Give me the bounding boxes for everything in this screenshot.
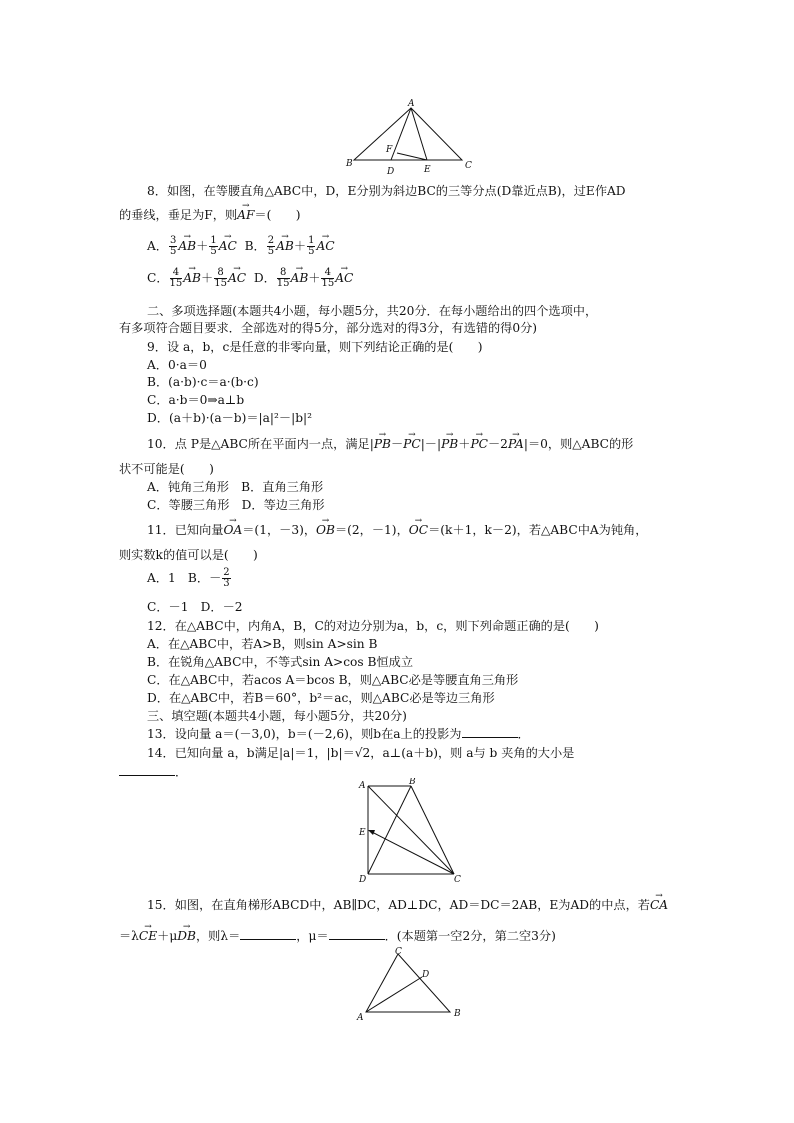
q8-opt-d-vec1: → AB [291,270,309,286]
q10-options-cd: C．等腰三角形 D．等边三角形 [147,498,325,512]
label-A: A [357,1013,364,1023]
q9-option-c: C．a·b＝0⇒a⊥b [147,393,245,407]
q8-opt-c-vec2: → AC [228,270,246,286]
q8-opt-c-label: C． [147,271,169,285]
q10-line2: 状不可能是( ) [119,462,214,476]
q10-vec-pb: → PB [374,436,391,452]
section3-heading: 三、填空题(本题共4小题，每小题5分，共20分) [147,709,407,723]
q9-option-a: A．0·a＝0 [147,358,207,372]
q11-fraction: $\frac{2}{3}$ [223,567,230,589]
q15-lambda-blank[interactable] [240,929,296,940]
q14-answer-blank[interactable] [119,765,175,776]
q11-vec-oa: → OA [223,522,242,538]
q8-vector-af: → AF [237,207,254,223]
q8-opt-d-frac1: $\frac{8}{15}$ [276,267,290,289]
q8-opt-a-frac2: $\frac{1}{5}$ [210,235,217,257]
label-F: F [386,145,393,155]
q9-option-b: B．(a·b)·c＝a·(b·c) [147,375,259,389]
q11-line1: 11．已知向量→ OA＝(1，－3)，→ OB＝(2，－1)，→ OC＝(k＋1，k－2)，若△ABC中A为钝角， [147,522,647,538]
q8-text2: 的垂线，垂足为F，则 [119,208,238,222]
label-E: E [424,165,431,175]
q15-vec-ce: → CE [139,928,157,944]
q15-vec-ca: → CA [650,897,668,913]
label-D: D [359,875,367,884]
label-C: C [454,875,461,884]
q12-stem: 12．在△ABC中，内角A，B，C的对边分别为a，b，c，则下列命题正确的是( ) [147,619,599,633]
label-B: B [454,1009,461,1019]
q14-line1: 14．已知向量 a，b满足|a|＝1，|b|＝√2，a⊥(a＋b)，则 a与 b 夹角的大小是 [147,746,575,760]
q15-line1: 15．如图，在直角梯形ABCD中，AB∥DC，AD⊥DC，AD＝DC＝2AB，E为AD的中点，若→ CA [147,897,668,913]
q10-line1: 10．点 P是△ABC所在平面内一点，满足|→ PB－→ PC|－|→ PB＋→ PC－2→ PA|＝0，则△ABC的形 [147,436,633,452]
q12-option-b: B．在锐角△ABC中，不等式sin A>cos B恒成立 [147,655,414,669]
q15-vec-db: → DB [177,928,196,944]
q8-opt-b-label: B． [244,239,266,253]
q14-line2: ． [119,764,187,780]
q12-option-d: D．在△ABC中，若B＝60°，b²＝ac，则△ABC必是等边三角形 [147,691,495,705]
q11-vec-oc: → OC [409,522,428,538]
figure-trapezoid-abcd [356,778,468,884]
q10-vec-pa: → PA [508,436,524,452]
label-B: B [409,778,416,787]
q10-vec-pb2: → PB [441,436,458,452]
label-D: D [387,167,395,177]
q10-vec-pc: → PC [403,436,421,452]
label-B: B [346,159,353,169]
q13-answer-blank[interactable] [462,727,518,738]
q8-opt-d-frac2: $\frac{4}{15}$ [321,267,335,289]
q15-line2: ＝λ→ CE＋μ→ DB，则λ＝ ，μ＝ ．(本题第一空2分，第二空3分) [119,928,556,944]
figure-triangle-abcd [354,946,472,1024]
q8-line2 [119,207,301,223]
q8-opt-b-vec2: → AC [316,238,334,254]
section2-heading-line2: 有多项符合题目要求．全部选对的得5分，部分选对的得3分，有选错的得0分) [119,321,538,335]
q11-options-cd: C．－1 D．－2 [147,600,243,614]
q12-option-a: A．在△ABC中，若A>B，则sin A>sin B [147,637,378,651]
q13-line: 13．设向量 a＝(－3,0)，b＝(－2,6)，则b在a上的投影为 ． [147,727,530,741]
q12-option-c: C．在△ABC中，若acos A＝bcos B，则△ABC必是等腰直角三角形 [147,673,519,687]
q8-opt-a-vec2: → AC [219,238,237,254]
q8-text1: ．如图，在等腰直角△ABC中，D，E分别为斜边BC的三等分点(D靠近点B)，过E作AD [154,184,626,198]
q8-opt-c-frac1: $\frac{4}{15}$ [169,267,183,289]
label-C: C [395,947,402,957]
q8-options-cd: C． $\frac{4}{15}$ → AB＋ $\frac{8}{15}$ → AC D． $\frac{8}{15}$ → AB＋ $\frac{4}{15}$ → AC [147,268,353,289]
label-D: D [422,970,430,980]
q9-stem: 9．设 a，b，c是任意的非零向量，则下列结论正确的是( ) [147,340,483,354]
q9-option-d: D．(a＋b)·(a－b)＝|a|²－|b|² [147,411,313,425]
q8-opt-b-frac2: $\frac{1}{5}$ [308,235,315,257]
q8-opt-b-frac1: $\frac{2}{5}$ [267,235,275,257]
label-E: E [359,828,366,838]
label-A: A [408,99,415,109]
q11-options-ab: A．1 B．－ $\frac{2}{3}$ [147,567,230,589]
q8-opt-d-vec2: → AC [335,270,353,286]
q8-text3: ＝( ) [254,208,301,222]
q8-opt-a-label: A． [147,239,168,253]
label-A: A [359,781,366,791]
figure-triangle-abc [342,98,477,178]
q11-line2: 则实数k的值可以是( ) [119,548,258,562]
q11-vec-ob: → OB [316,522,335,538]
q8-number: 8 [147,184,155,198]
q10-vec-pc2: → PC [470,436,488,452]
q8-options-ab: A． $\frac{3}{5}$ → AB＋ $\frac{1}{5}$ → AC B． $\frac{2}{5}$ → AB＋ $\frac{1}{5}$ → AC [147,236,335,257]
q8-opt-c-vec1: → AB [183,270,201,286]
section2-heading-line1: 二、多项选择题(本题共4小题，每小题5分，共20分．在每小题给出的四个选项中， [147,304,598,318]
q8-opt-d-label: D． [253,271,276,285]
q8-line1 [147,183,626,199]
q10-options-ab: A．钝角三角形 B．直角三角形 [147,480,324,494]
q8-opt-b-vec1: → AB [276,238,294,254]
q8-opt-a-frac1: $\frac{3}{5}$ [170,235,177,257]
q8-opt-c-frac2: $\frac{8}{15}$ [214,267,227,289]
label-C: C [465,161,472,171]
q8-opt-a-vec1: → AB [178,238,196,254]
q15-mu-blank[interactable] [329,929,385,940]
